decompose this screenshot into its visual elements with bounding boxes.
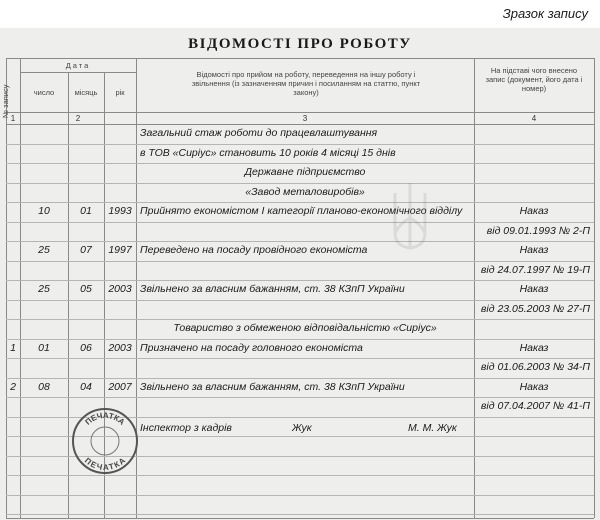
row-info: Звільнено за власним бажанням, ст. 38 КЗпП України	[140, 283, 405, 295]
row-day: 25	[38, 283, 50, 295]
col-number-2: 2	[75, 114, 81, 123]
signature-mark: Жук	[292, 422, 312, 434]
row-basis: Наказ	[519, 283, 549, 295]
row-basis: від 01.06.2003 № 34-П	[480, 361, 590, 373]
header-info: Відомості про прийом на роботу, переведення на іншу роботу і звільнення (із зазначенням причин і посиланням на статтю, пункт закону)	[191, 70, 421, 97]
work-record-page	[0, 28, 600, 520]
row-basis: Наказ	[519, 205, 549, 217]
row-info: Державне підприємство	[244, 166, 366, 178]
col-number-4: 4	[531, 114, 537, 123]
row-year: 2007	[108, 380, 132, 393]
signature-position: Інспектор з кадрів	[140, 422, 232, 434]
row-divider	[6, 495, 594, 496]
row-info: Товариство з обмеженою відповідальністю «Сиріус»	[173, 322, 437, 334]
row-year: 2003	[108, 341, 132, 354]
row-year: 2003	[108, 283, 132, 295]
date-subheader-line	[20, 72, 136, 73]
row-info: Звільнено за власним бажанням, ст. 38 КЗпП України	[140, 380, 405, 393]
row-month: 01	[80, 205, 92, 217]
row-divider	[6, 514, 594, 515]
table-top-border	[6, 58, 594, 59]
row-record-no: 1	[10, 341, 16, 354]
header-record-no: № запису	[1, 84, 10, 118]
row-day: 08	[38, 380, 50, 393]
row-basis: Наказ	[519, 341, 549, 354]
stamp-text-bottom: ПЕЧАТКА	[82, 456, 128, 473]
stamp-seal	[70, 406, 140, 476]
row-info: в ТОВ «Сиріус» становить 10 років 4 місяці 15 днів	[140, 146, 396, 159]
signature-name: М. М. Жук	[408, 422, 457, 434]
col-number-3: 3	[302, 114, 308, 123]
row-info: Призначено на посаду головного економіста	[140, 341, 363, 354]
col-number-1: 1	[10, 114, 16, 123]
row-info: Прийнято економістом І категорії планово-економічного відділу	[140, 205, 463, 217]
row-basis: від 24.07.1997 № 19-П	[480, 263, 590, 276]
row-month: 04	[80, 380, 92, 393]
row-basis: Наказ	[519, 244, 549, 256]
header-basis: На підставі чого внесено запис (документ, його дата і номер)	[485, 66, 583, 93]
sample-label: Зразок запису	[502, 6, 588, 21]
row-month: 06	[80, 341, 92, 354]
header-bottom-border	[6, 112, 594, 113]
row-day: 01	[38, 341, 50, 354]
header-month: місяць	[74, 88, 98, 97]
row-month: 05	[80, 283, 92, 295]
row-day: 10	[38, 205, 50, 217]
row-month: 07	[80, 244, 92, 256]
header-day: число	[33, 88, 55, 97]
col-border-6	[594, 58, 595, 518]
row-record-no: 2	[10, 380, 16, 393]
row-basis: від 23.05.2003 № 27-П	[480, 302, 590, 315]
row-info: Загальний стаж роботи до працевлаштування	[140, 127, 378, 139]
row-basis: від 07.04.2007 № 41-П	[480, 400, 590, 412]
table-bottom-border	[6, 518, 594, 519]
row-info: «Завод металовиробів»	[245, 185, 365, 198]
page-title: ВІДОМОСТІ ПРО РОБОТУ	[188, 36, 412, 52]
row-basis: від 09.01.1993 № 2-П	[486, 224, 590, 237]
row-basis: Наказ	[519, 380, 549, 393]
row-year: 1993	[108, 205, 132, 217]
col-border-0	[6, 58, 7, 518]
row-info: Переведено на посаду провідного економіста	[140, 244, 368, 256]
row-year: 1997	[108, 244, 132, 256]
header-year: рік	[115, 88, 125, 97]
trident-watermark	[385, 178, 435, 258]
header-date: Дата	[65, 61, 91, 70]
stamp-text-top: ПЕЧАТКА	[83, 410, 127, 427]
row-day: 25	[38, 244, 50, 256]
